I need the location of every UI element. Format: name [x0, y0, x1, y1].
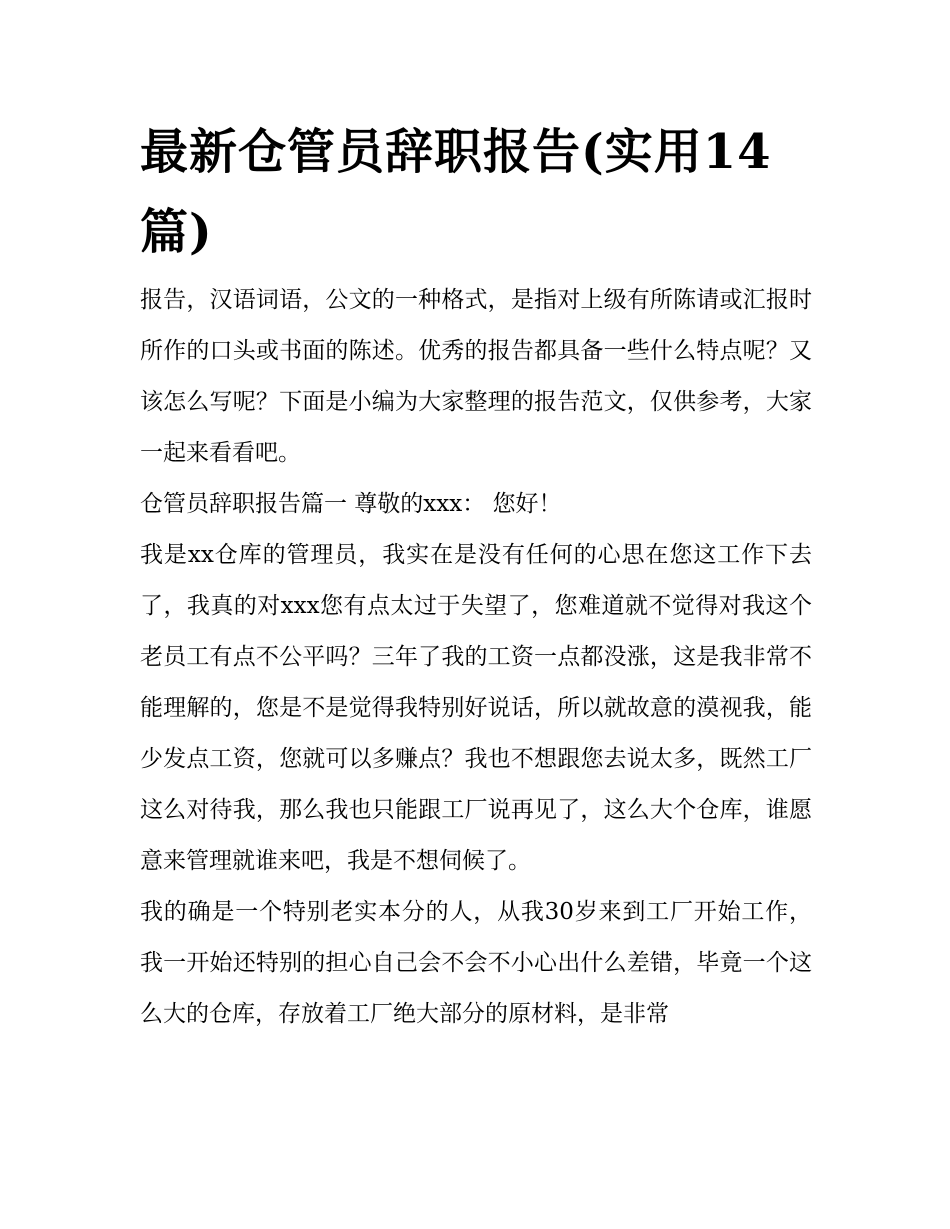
paragraph-salutation: 仓管员辞职报告篇一 尊敬的xxx： 您好！	[140, 491, 562, 517]
document-body	[140, 275, 812, 1040]
document-title: 最新仓管员辞职报告(实用14篇)	[140, 124, 772, 260]
paragraph-background: 我的确是一个特别老实本分的人，从我30岁来到工厂开始工作，我一开始还特别的担心自己会不会不小心出什么差错，毕竟一个这么大的仓库，存放着工厂绝大部分的原材料，是非常	[140, 899, 812, 1027]
paragraph-intro: 报告，汉语词语，公文的一种格式，是指对上级有所陈请或汇报时所作的口头或书面的陈述。优秀的报告都具备一些什么特点呢？又该怎么写呢？下面是小编为大家整理的报告范文，仅供参考，大家一起来看看吧。	[140, 287, 812, 466]
paragraph-complaint: 我是xx仓库的管理员，我实在是没有任何的心思在您这工作下去了，我真的对xxx您有点太过于失望了，您难道就不觉得对我这个老员工有点不公平吗？三年了我的工资一点都没涨，这是我非常不能理解的，您是不是觉得我特别好说话，所以就故意的漠视我，能少发点工资，您就可以多赚点？我也不想跟您去说太多，既然工厂这么对待我，那么我也只能跟工厂说再见了，这么大个仓库，谁愿意来管理就谁来吧，我是不想伺候了。	[140, 542, 812, 874]
